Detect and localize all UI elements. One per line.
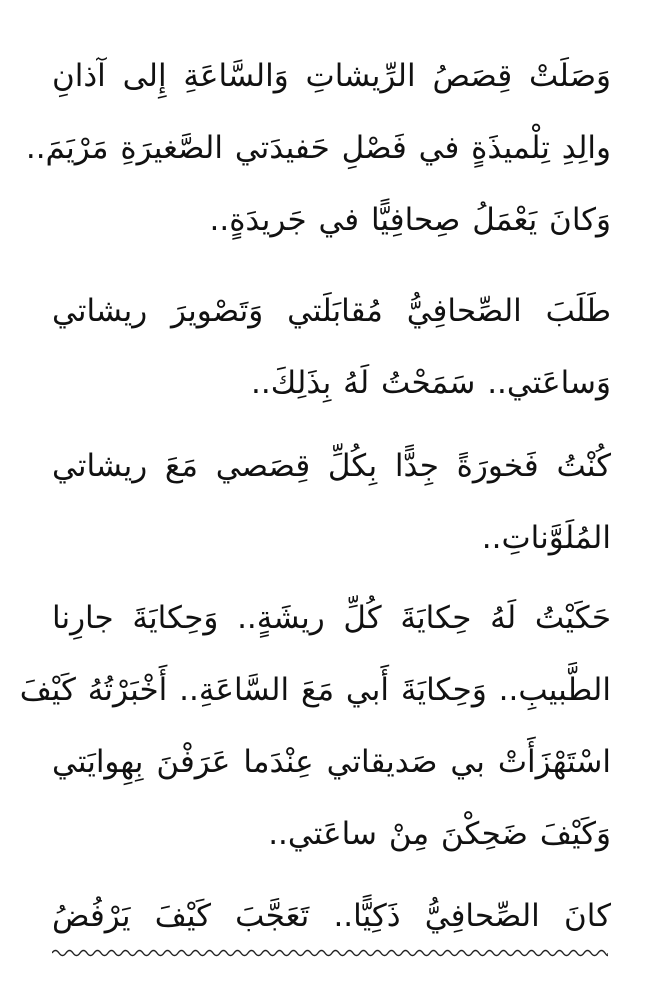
text-line: وَصَلَتْ قِصَصُ الرِّيشاتِ وَالسَّاعَةِ إِلى آذانِ: [52, 58, 611, 94]
text-line: والِدِ تِلْميذَةٍ في فَصْلِ حَفيدَتي الصَّغيرَةِ مَرْيَمَ..: [25, 130, 611, 166]
paragraph-5: [52, 880, 611, 952]
text-line: كانَ الصِّحافِيُّ ذَكِيًّا.. تَعَجَّبَ كَيْفَ يَرْفُضُ: [52, 898, 611, 934]
text-line: وَساعَتي.. سَمَحْتُ لَهُ بِذَلِكَ..: [251, 365, 611, 401]
text-line: طَلَبَ الصِّحافِيُّ مُقابَلَتي وَتَصْويرَ ريشاتي: [52, 293, 611, 329]
wavy-divider: [52, 946, 608, 960]
paragraph-1: [25, 40, 611, 256]
text-line: كُنْتُ فَخورَةً جِدًّا بِكُلِّ قِصَصي مَعَ ريشاتي: [52, 448, 611, 484]
text-line: اسْتَهْزَأَتْ بي صَديقاتي عِنْدَما عَرَفْنَ بِهِوايَتي: [52, 744, 611, 780]
paragraph-2: [52, 275, 611, 419]
text-line: الطَّبيبِ.. وَحِكايَةَ أَبي مَعَ السَّاعَةِ.. أَخْبَرْتُهُ كَيْفَ: [19, 672, 611, 708]
text-line: وَكانَ يَعْمَلُ صِحافِيًّا في جَريدَةٍ..: [209, 202, 611, 238]
paragraph-3: [52, 430, 611, 574]
text-line: حَكَيْتُ لَهُ حِكايَةَ كُلِّ ريشَةٍ.. وَحِكايَةَ جارِنا: [52, 600, 611, 636]
text-line: وَكَيْفَ ضَحِكْنَ مِنْ ساعَتي..: [268, 816, 611, 852]
paragraph-4: [19, 582, 611, 870]
text-line: المُلَوَّناتِ..: [481, 520, 611, 556]
